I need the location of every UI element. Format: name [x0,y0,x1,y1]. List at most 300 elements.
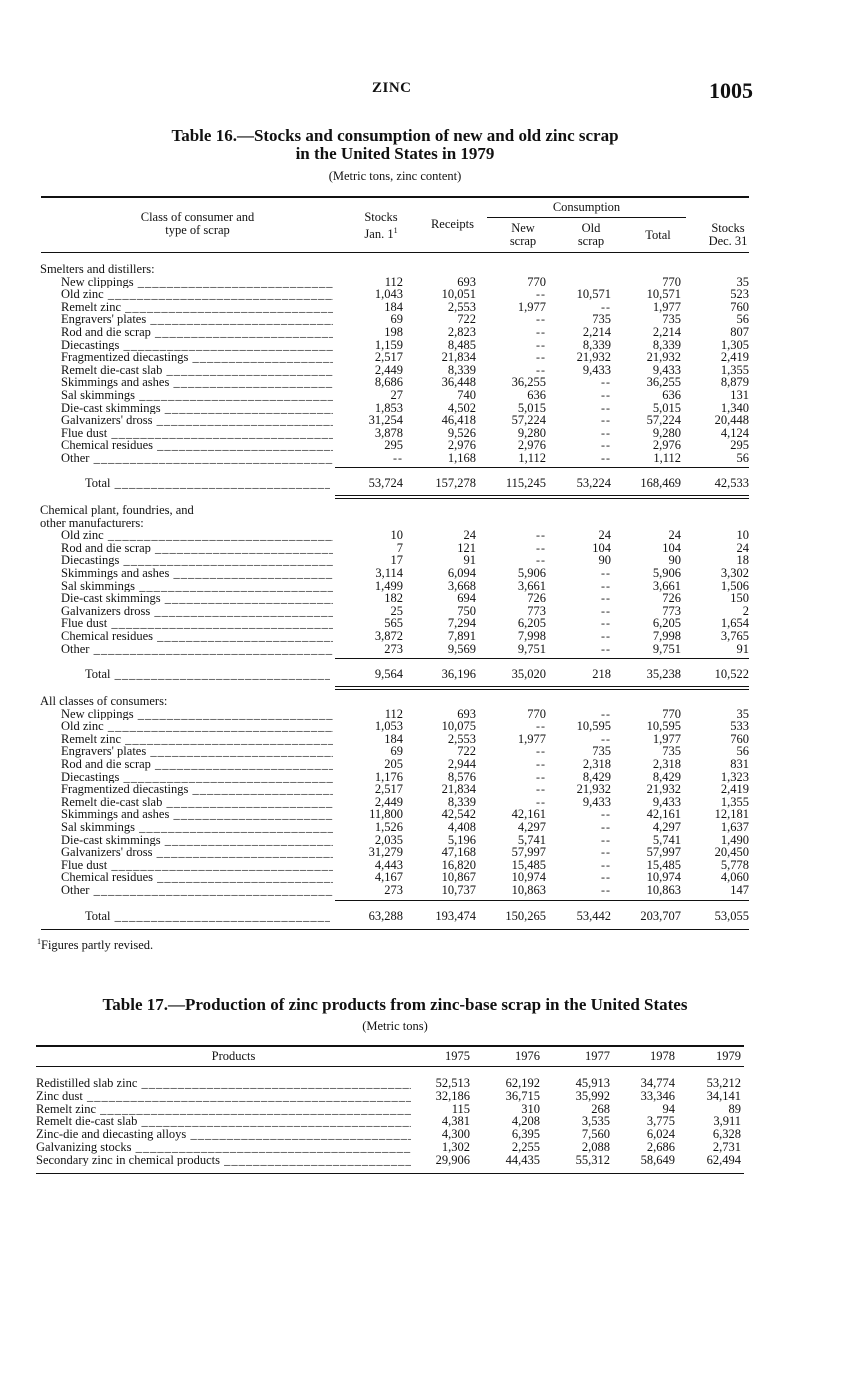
header-class-line2: type of scrap [165,223,230,237]
cell-stocks-jan: 1,159 [374,337,403,352]
table17-cell: 45,913 [575,1076,610,1090]
cell-stocks-jan: 17 [390,553,403,568]
cell-stocks-dec: 3,765 [720,629,749,643]
total-receipts: 193,474 [435,909,476,923]
cell-receipts: 694 [457,591,476,606]
row-label: Skimmings and ashes _____ [61,376,333,389]
row-label: Other _____ [61,884,333,897]
total-new-scrap: 150,265 [505,909,546,923]
table17-row-label: Zinc dust _____ [36,1090,411,1103]
cell-stocks-dec: 295 [730,438,749,453]
cell-receipts: 750 [457,603,476,618]
row-label: Sal skimmings _____ [61,389,333,402]
cell-stocks-dec: 91 [736,641,749,656]
table17-header-year: 1976 [515,1049,540,1063]
table17-header-products: Products [211,1049,256,1063]
header-stocks-dec [696,222,760,248]
cell-receipts: 2,553 [447,299,476,314]
table17-header-year: 1978 [650,1049,675,1063]
cell-new-scrap: -- [536,757,546,771]
cell-stocks-jan: 27 [390,388,403,402]
table17-cell: 4,381 [441,1114,470,1129]
total-new-scrap: 115,245 [505,476,546,490]
table17-bottom-rule [36,1173,744,1174]
table16-title-line2: in the United States in 1979 [295,144,495,163]
cell-receipts: 1,168 [447,451,476,465]
table16-consumption-rule [487,217,686,218]
cell-new-scrap: -- [536,337,546,352]
table17-cell: 2,255 [511,1140,540,1154]
cell-receipts: 4,502 [447,400,476,415]
cell-new-scrap: 4,297 [517,820,546,834]
header-stocks-dec-line1: Stocks [711,221,745,235]
total-label: Total _____ [85,477,330,490]
row-label: New clippings _____ [61,276,333,289]
cell-receipts: 7,891 [447,629,476,643]
total-receipts: 36,196 [441,667,476,681]
cell-new-scrap: 10,863 [511,883,546,897]
cell-receipts: 2,944 [447,757,476,771]
table17-cell: 268 [591,1101,610,1116]
cell-total: 726 [662,591,681,606]
cell-stocks-jan: 3,872 [374,629,403,643]
total-double-rule-a [335,495,749,496]
cell-old-scrap: -- [601,603,611,618]
table17-cell: 2,686 [646,1140,675,1154]
cell-old-scrap: 21,932 [576,782,611,797]
cell-stocks-dec: 1,355 [720,794,749,809]
cell-stocks-dec: 8,879 [720,375,749,390]
cell-new-scrap: -- [536,782,546,797]
cell-stocks-jan: 295 [384,438,403,453]
cell-old-scrap: -- [601,299,611,314]
cell-total: 735 [662,312,681,327]
table17-cell: 53,212 [706,1076,741,1090]
cell-stocks-dec: 1,654 [720,616,749,631]
cell-stocks-jan: 1,499 [374,578,403,593]
cell-total: 5,015 [652,400,681,415]
row-label: Rod and die scrap _____ [61,758,333,771]
cell-total: 773 [662,603,681,618]
footnote-text: Figures partly revised. [41,938,154,953]
cell-stocks-jan: 273 [384,883,403,897]
table17-header-year: 1977 [585,1049,610,1063]
table16-title [0,127,790,163]
cell-total: 104 [662,540,681,555]
table17-cell: 4,300 [441,1127,470,1142]
row-label: Old zinc _____ [61,529,333,542]
table17-cell: 3,535 [581,1114,610,1129]
cell-receipts: 10,867 [441,870,476,885]
cell-old-scrap: -- [601,425,611,440]
cell-new-scrap: 3,661 [517,578,546,593]
total-rule-above [335,658,749,659]
header-stocks-jan-line2 [350,224,412,241]
cell-stocks-dec: 150 [730,591,749,606]
cell-old-scrap: -- [601,400,611,415]
cell-stocks-jan: 2,517 [374,782,403,797]
row-label: Chemical residues _____ [61,630,333,643]
table17-cell: 4,208 [511,1114,540,1129]
table17-cell: 29,906 [435,1152,470,1167]
cell-receipts: 4,408 [447,820,476,834]
row-label: Flue dust _____ [61,617,333,630]
cell-stocks-dec: 35 [736,706,749,721]
header-total: Total [645,228,671,242]
cell-receipts: 46,418 [441,413,476,428]
cell-receipts: 3,668 [447,578,476,593]
row-label: Die-cast skimmings _____ [61,592,333,605]
cell-stocks-jan: 112 [384,706,403,721]
footnote [37,937,153,953]
cell-receipts: 10,737 [441,883,476,897]
row-label: Rod and die scrap _____ [61,326,333,339]
header-stocks-jan-text: Jan. 1 [364,227,394,242]
cell-total: 4,297 [652,820,681,834]
cell-stocks-jan: 8,686 [374,375,403,390]
cell-new-scrap: 2,976 [517,438,546,453]
cell-stocks-jan: 4,167 [374,870,403,885]
header-old-line2: scrap [577,234,605,248]
cell-stocks-dec: 56 [736,312,749,327]
cell-stocks-dec: 4,060 [720,870,749,885]
table17-top-rule [36,1045,744,1047]
cell-stocks-jan: 2,035 [374,832,403,847]
cell-stocks-dec: 2,419 [720,782,749,797]
row-label: Galvanizers' dross _____ [61,414,333,427]
row-label: Old zinc _____ [61,720,333,733]
cell-total: 10,863 [646,883,681,897]
row-label: Diecastings _____ [61,554,333,567]
cell-total: 10,974 [646,870,681,885]
cell-total: 5,906 [652,566,681,580]
row-label: Die-cast skimmings _____ [61,834,333,847]
section-title: other manufacturers: [40,515,144,530]
total-stocks-jan: 63,288 [368,909,403,923]
table17-row-label: Remelt zinc _____ [36,1103,411,1116]
table17-cell: 58,649 [640,1152,675,1167]
row-label: Remelt die-cast slab _____ [61,796,333,809]
cell-old-scrap: -- [601,870,611,885]
cell-total: 2,214 [652,325,681,339]
cell-total: 57,224 [646,413,681,428]
table17-cell: 6,328 [712,1127,741,1142]
cell-new-scrap: 1,112 [518,451,546,465]
cell-stocks-jan: 205 [384,757,403,771]
cell-new-scrap: 9,280 [517,425,546,440]
cell-stocks-dec: 10 [736,528,749,543]
cell-new-scrap: 1,977 [517,299,546,314]
cell-stocks-dec: 533 [730,719,749,734]
cell-new-scrap: 57,997 [511,845,546,860]
cell-receipts: 693 [457,274,476,289]
cell-receipts: 722 [457,744,476,759]
cell-receipts: 8,339 [447,794,476,809]
row-label: Remelt zinc _____ [61,301,333,314]
cell-stocks-dec: 20,448 [714,413,749,428]
cell-receipts: 9,569 [447,641,476,656]
cell-old-scrap: 2,214 [582,325,611,339]
cell-receipts: 740 [457,388,476,402]
page-number: 1005 [709,78,753,103]
row-label: Other _____ [61,643,333,656]
cell-receipts: 21,834 [441,350,476,365]
header-new-scrap [493,222,553,248]
table17-cell: 6,395 [511,1127,540,1142]
cell-total: 9,433 [652,794,681,809]
cell-stocks-dec: 35 [736,274,749,289]
row-label: Diecastings _____ [61,339,333,352]
cell-new-scrap: 7,998 [517,629,546,643]
cell-new-scrap: -- [536,794,546,809]
cell-old-scrap: -- [601,438,611,453]
table17-header-rule [36,1066,744,1067]
cell-old-scrap: 8,429 [582,769,611,784]
cell-total: 1,977 [652,731,681,746]
total-stocks-dec: 53,055 [714,909,749,923]
total-receipts: 157,278 [435,476,476,490]
cell-stocks-jan: 184 [384,731,403,746]
cell-total: 90 [668,553,681,568]
cell-stocks-jan: 2,517 [374,350,403,365]
row-label: Galvanizers dross _____ [61,605,333,618]
table16-bottom-rule [41,929,749,930]
section-title: Chemical plant, foundries, and [40,503,194,517]
cell-stocks-dec: 807 [730,325,749,339]
cell-new-scrap: 57,224 [511,413,546,428]
total-stocks-dec: 42,533 [714,476,749,490]
cell-stocks-jan: 1,043 [374,287,403,302]
cell-new-scrap: 5,015 [517,400,546,415]
cell-new-scrap: 770 [527,706,546,721]
cell-stocks-jan: 25 [390,603,403,618]
running-head: ZINC [372,80,412,96]
header-stocks-jan-line1: Stocks [364,210,398,224]
cell-receipts: 2,976 [447,438,476,453]
cell-new-scrap: -- [536,553,546,568]
table17-cell: 55,312 [575,1152,610,1167]
cell-stocks-dec: 56 [736,744,749,759]
cell-receipts: 2,553 [447,731,476,746]
table17-cell: 1,302 [441,1140,470,1154]
cell-old-scrap: -- [601,845,611,860]
table17-row-label: Zinc-die and diecasting alloys _____ [36,1128,411,1141]
cell-total: 24 [668,528,681,543]
cell-total: 9,751 [652,641,681,656]
total-rule-above [335,900,749,901]
cell-total: 10,571 [646,287,681,302]
table16-top-rule [41,196,749,198]
cell-total: 7,998 [652,629,681,643]
table17-title: Table 17.—Production of zinc products from zinc-base scrap in the United States [102,995,688,1014]
section-title: Smelters and distillers: [40,262,155,276]
cell-receipts: 5,196 [447,832,476,847]
table17-cell: 94 [662,1101,675,1116]
cell-receipts: 42,542 [441,807,476,822]
cell-old-scrap: 104 [592,540,611,555]
cell-total: 57,997 [646,845,681,860]
cell-new-scrap: -- [536,362,546,377]
table17-cell: 89 [728,1101,741,1116]
table17-cell: 3,911 [713,1114,741,1129]
cell-old-scrap: -- [601,578,611,593]
header-old-scrap [561,222,621,248]
cell-stocks-dec: 56 [736,451,749,465]
table17-cell: 32,186 [435,1088,470,1103]
cell-stocks-jan: 565 [384,616,403,631]
table17-cell: 2,088 [581,1140,610,1154]
row-label: Galvanizers' dross _____ [61,846,333,859]
cell-new-scrap: 15,485 [511,857,546,872]
cell-new-scrap: -- [536,350,546,365]
table17-cell: 310 [521,1101,540,1116]
table17-row-label: Remelt die-cast slab _____ [36,1115,411,1128]
cell-total: 8,429 [652,769,681,784]
cell-total: 5,741 [652,832,681,847]
row-label: Chemical residues _____ [61,871,333,884]
row-label: Engravers' plates _____ [61,745,333,758]
cell-total: 21,932 [646,350,681,365]
cell-stocks-dec: 12,181 [714,807,749,822]
total-double-rule-a [335,686,749,687]
header-new-line1: New [511,221,535,235]
cell-receipts: 722 [457,312,476,327]
table17-row-label: Redistilled slab zinc _____ [36,1077,411,1090]
cell-receipts: 8,339 [447,362,476,377]
cell-stocks-jan: 198 [384,325,403,339]
cell-new-scrap: 636 [527,388,546,402]
cell-old-scrap: 24 [598,528,611,543]
row-label: Diecastings _____ [61,771,333,784]
cell-total: 636 [662,388,681,402]
total-total: 203,707 [640,909,681,923]
header-receipts: Receipts [430,217,475,231]
cell-receipts: 47,168 [441,845,476,860]
cell-stocks-dec: 1,637 [720,820,749,834]
cell-total: 6,205 [652,616,681,631]
table17-cell: 3,775 [646,1114,675,1129]
cell-receipts: 8,485 [447,337,476,352]
cell-old-scrap: -- [601,883,611,897]
row-label: Fragmentized diecastings _____ [61,783,333,796]
cell-new-scrap: -- [536,287,546,302]
table17-cell: 115 [451,1101,470,1116]
cell-receipts: 10,075 [441,719,476,734]
table17-cell: 33,346 [640,1088,675,1103]
cell-new-scrap: -- [536,744,546,759]
cell-receipts: 91 [463,553,476,568]
row-label: Old zinc _____ [61,288,333,301]
table16-title-line1: Table 16.—Stocks and consumption of new and old zinc scrap [171,126,619,145]
row-label: Flue dust _____ [61,859,333,872]
cell-old-scrap: -- [601,413,611,428]
cell-old-scrap: 2,318 [582,757,611,771]
row-label: Flue dust _____ [61,427,333,440]
table17-cell: 34,774 [640,1076,675,1090]
cell-old-scrap: -- [601,591,611,606]
cell-stocks-dec: 20,450 [714,845,749,860]
table17-cell: 62,494 [706,1152,741,1167]
row-label: Skimmings and ashes _____ [61,808,333,821]
row-label: Remelt die-cast slab _____ [61,364,333,377]
cell-old-scrap: -- [601,451,611,465]
cell-old-scrap: 90 [598,553,611,568]
total-old-scrap: 53,442 [576,909,611,923]
cell-old-scrap: -- [601,629,611,643]
cell-stocks-dec: 1,323 [720,769,749,784]
cell-total: 1,112 [653,451,681,465]
cell-old-scrap: -- [601,832,611,847]
cell-old-scrap: 10,595 [576,719,611,734]
cell-old-scrap: -- [601,731,611,746]
header-old-line1: Old [581,221,601,235]
cell-old-scrap: -- [601,857,611,872]
cell-old-scrap: 735 [592,744,611,759]
cell-receipts: 9,526 [447,425,476,440]
cell-total: 15,485 [646,857,681,872]
cell-stocks-jan: 69 [390,744,403,759]
cell-stocks-dec: 24 [736,540,749,555]
table17-cell: 52,513 [435,1076,470,1090]
row-label: Remelt zinc _____ [61,733,333,746]
table17-cell: 34,141 [706,1088,741,1103]
cell-old-scrap: 10,571 [576,287,611,302]
cell-total: 770 [662,706,681,721]
total-stocks-dec: 10,522 [714,667,749,681]
cell-stocks-dec: 831 [730,757,749,771]
cell-stocks-jan: 1,053 [374,719,403,734]
cell-new-scrap: -- [536,312,546,327]
cell-stocks-jan: 112 [384,274,403,289]
cell-new-scrap: -- [536,719,546,734]
cell-stocks-jan: 10 [390,528,403,543]
total-total: 35,238 [646,667,681,681]
header-stocks-jan [350,211,412,241]
cell-total: 3,661 [652,578,681,593]
cell-receipts: 6,094 [447,566,476,580]
cell-stocks-jan: 3,114 [375,566,403,580]
row-label: Skimmings and ashes _____ [61,567,333,580]
cell-stocks-dec: 131 [730,388,749,402]
cell-receipts: 2,823 [447,325,476,339]
cell-stocks-jan: -- [393,451,403,465]
cell-receipts: 16,820 [441,857,476,872]
table17-cell: 2,731 [712,1140,741,1154]
cell-total: 735 [662,744,681,759]
cell-stocks-dec: 1,340 [720,400,749,415]
cell-old-scrap: 735 [592,312,611,327]
cell-stocks-dec: 3,302 [720,566,749,580]
header-class-line1: Class of consumer and [140,210,255,224]
cell-receipts: 693 [457,706,476,721]
cell-stocks-dec: 1,355 [720,362,749,377]
cell-stocks-jan: 2,449 [374,794,403,809]
total-label: Total _____ [85,910,330,923]
cell-receipts: 21,834 [441,782,476,797]
cell-new-scrap: 770 [527,274,546,289]
cell-old-scrap: -- [601,375,611,390]
total-total: 168,469 [640,476,681,490]
table17-cell: 36,715 [505,1088,540,1103]
table17-cell: 62,192 [505,1076,540,1090]
table17-cell: 44,435 [505,1152,540,1167]
cell-old-scrap: -- [601,706,611,721]
cell-stocks-dec: 2,419 [720,350,749,365]
cell-stocks-jan: 184 [384,299,403,314]
header-class [110,211,285,237]
cell-new-scrap: -- [536,528,546,543]
cell-stocks-jan: 11,800 [369,807,403,822]
